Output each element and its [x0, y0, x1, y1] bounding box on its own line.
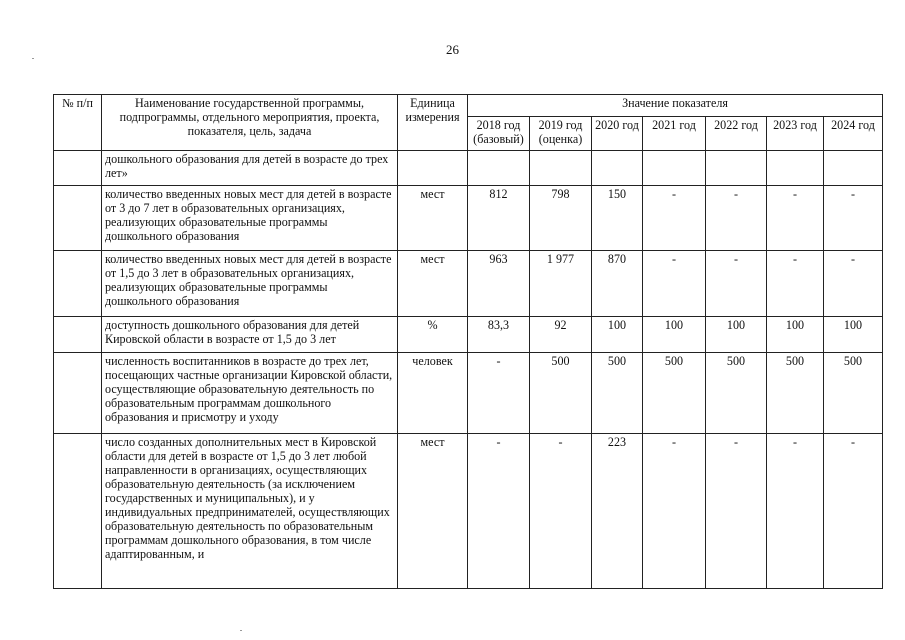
row-value: - — [530, 434, 592, 589]
row-value: 500 — [824, 353, 883, 434]
row-value: - — [824, 186, 883, 251]
row-unit: мест — [398, 186, 468, 251]
row-name: дошкольного образования для детей в возрасте до трех лет» — [102, 151, 398, 186]
header-name: Наименование государственной программы, подпрограммы, отдельного мероприятия, проекта, показателя, цель, задача — [102, 95, 398, 151]
row-value: 83,3 — [468, 317, 530, 353]
header-values-group: Значение показателя — [468, 95, 883, 117]
row-no — [54, 186, 102, 251]
header-year: 2019 год (оценка) — [530, 117, 592, 151]
page-number: 26 — [446, 42, 459, 57]
table-row — [54, 251, 883, 317]
row-value: 223 — [592, 434, 643, 589]
row-value: 798 — [530, 186, 592, 251]
row-value: 500 — [767, 353, 824, 434]
table-row — [54, 186, 883, 251]
row-value: 100 — [767, 317, 824, 353]
header-year: 2018 год (базовый) — [468, 117, 530, 151]
table-row — [54, 353, 883, 434]
row-value: - — [706, 251, 767, 317]
row-name: количество введенных новых мест для детей в возрасте от 1,5 до 3 лет в образовательных организациях, реализующих образовательные программы дошкольного образования — [102, 251, 398, 317]
row-value — [530, 151, 592, 186]
table-row — [54, 317, 883, 353]
row-value — [468, 151, 530, 186]
row-no — [54, 151, 102, 186]
header-year: 2023 год — [767, 117, 824, 151]
row-unit — [398, 151, 468, 186]
row-no — [54, 434, 102, 589]
row-value: 500 — [530, 353, 592, 434]
row-value: - — [468, 434, 530, 589]
row-value: - — [767, 186, 824, 251]
row-value: - — [706, 434, 767, 589]
header-year: 2022 год — [706, 117, 767, 151]
row-value: 500 — [592, 353, 643, 434]
header-year: 2024 год — [824, 117, 883, 151]
header-year: 2021 год — [643, 117, 706, 151]
header-no: № п/п — [54, 95, 102, 151]
row-value: 150 — [592, 186, 643, 251]
indicators-table — [53, 94, 883, 589]
row-name: доступность дошкольного образования для детей Кировской области в возрасте от 1,5 до 3 лет — [102, 317, 398, 353]
row-value: - — [706, 186, 767, 251]
row-unit: % — [398, 317, 468, 353]
row-value: 100 — [706, 317, 767, 353]
row-value — [592, 151, 643, 186]
row-value: - — [643, 434, 706, 589]
row-no — [54, 317, 102, 353]
table-row — [54, 151, 883, 186]
row-value: 963 — [468, 251, 530, 317]
row-value: - — [767, 434, 824, 589]
row-name: количество введенных новых мест для детей в возрасте от 3 до 7 лет в образовательных организациях, реализующих образовательные программы дошкольного образования — [102, 186, 398, 251]
table-row — [54, 434, 883, 589]
row-value — [767, 151, 824, 186]
row-value: 100 — [824, 317, 883, 353]
row-value: - — [824, 434, 883, 589]
row-name: число созданных дополнительных мест в Кировской области для детей в возрасте от 1,5 до 3 лет любой направленности в организациях, осуществляющих образовательную деятельность (за исключением государственных и муниципальных), и у индивидуальных предпринимателей, осуществляющих образовательную деятельность по образовательным программам дошкольного образования, в том числе адаптированным, и — [102, 434, 398, 589]
row-value: - — [643, 251, 706, 317]
row-value: - — [767, 251, 824, 317]
row-value: 812 — [468, 186, 530, 251]
header-row-top — [54, 95, 883, 117]
row-value: 500 — [706, 353, 767, 434]
header-year: 2020 год — [592, 117, 643, 151]
row-value: 100 — [643, 317, 706, 353]
row-unit: мест — [398, 434, 468, 589]
row-value: 500 — [643, 353, 706, 434]
row-value: 870 — [592, 251, 643, 317]
row-value: 1 977 — [530, 251, 592, 317]
row-value: 92 — [530, 317, 592, 353]
row-no — [54, 353, 102, 434]
row-value — [824, 151, 883, 186]
row-value: - — [468, 353, 530, 434]
row-no — [54, 251, 102, 317]
row-value: 100 — [592, 317, 643, 353]
row-value — [643, 151, 706, 186]
row-name: численность воспитанников в возрасте до трех лет, посещающих частные организации Кировской области, осуществляющие образовательную деятельность по образовательным программам дошкольного образования и присмотру и уходу — [102, 353, 398, 434]
row-unit: человек — [398, 353, 468, 434]
row-value: - — [643, 186, 706, 251]
header-unit: Единица измерения — [398, 95, 468, 151]
row-value: - — [824, 251, 883, 317]
row-value — [706, 151, 767, 186]
scan-speck — [32, 58, 34, 59]
scan-speck — [240, 630, 242, 631]
row-unit: мест — [398, 251, 468, 317]
